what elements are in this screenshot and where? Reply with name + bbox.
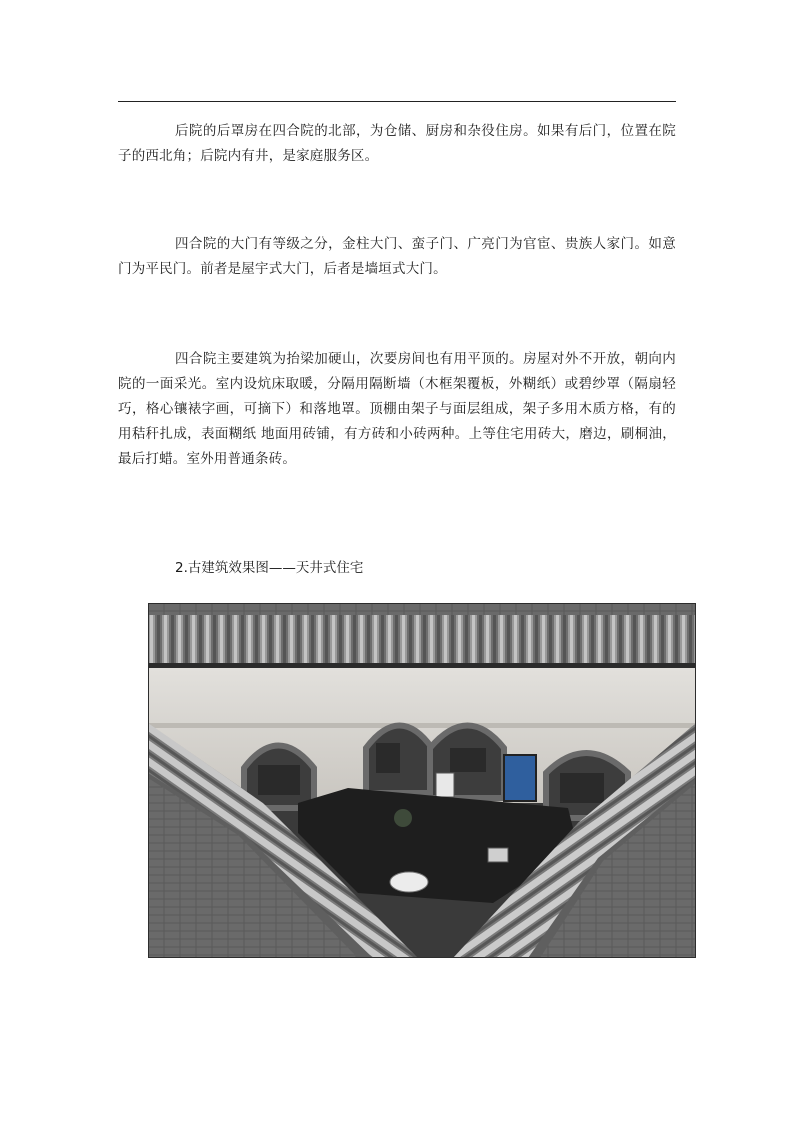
paragraph-rear-courtyard: 后院的后罩房在四合院的北部，为仓储、厨房和杂役住房。如果有后门，位置在院子的西北角；后院内有井，是家庭服务区。	[118, 123, 676, 164]
paragraph-main-buildings: 四合院主要建筑为抬梁加硬山，次要房间也有用平顶的。房屋对外不开放，朝向内院的一面采光。室内设炕床取暖，分隔用隔断墙（木框架覆板，外糊纸）或碧纱罩（隔扇轻巧，格心镶裱字画，可摘下）和落地罩。顶棚由架子与面层组成，架子多用木质方格，有的用秸秆扎成，表面糊纸 地面用砖铺，有方砖和小砖两种。上等住宅用砖大，磨边，刷桐油，最后打蜡。室外用普通条砖。	[118, 351, 676, 467]
courtyard-house-photo	[148, 603, 696, 958]
figure-caption: 2.古建筑效果图——天井式住宅	[175, 560, 364, 576]
header-rule	[118, 101, 676, 102]
paragraph-gate-levels: 四合院的大门有等级之分，金柱大门、蛮子门、广亮门为官宦、贵族人家门。如意门为平民门。前者是屋宇式大门，后者是墙垣式大门。	[118, 236, 676, 277]
